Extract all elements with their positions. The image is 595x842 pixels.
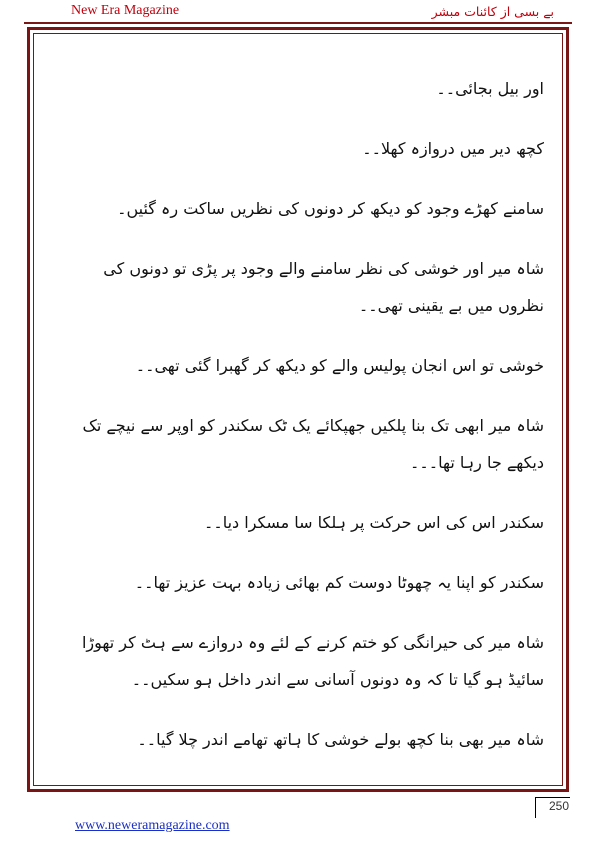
page-number-box [535,797,570,818]
magazine-name: New Era Magazine [71,3,180,18]
paragraph: خوشی تو اس انجان پولیس والے کو دیکھ کر گھبرا گئی تھی۔۔ [135,356,544,375]
paragraph: کچھ دیر میں دروازہ کھلا۔۔ [362,139,544,158]
paragraph: شاہ میر بھی بنا کچھ بولے خوشی کا ہاتھ تھامے اندر چلا گیا۔۔ [137,730,544,749]
paragraph: اور بیل بجائی۔۔ [436,79,544,98]
paragraph: سکندر کو اپنا یہ چھوٹا دوست کم بھائی زیادہ بہت عزیز تھا۔۔ [134,573,544,592]
novel-title: بے بسی از کائنات مبشر [431,4,554,19]
paragraph: سامنے کھڑے وجود کو دیکھ کر دونوں کی نظریں ساکت رہ گئیں۔ [117,199,544,218]
paragraph: شاہ میر کی حیرانگی کو ختم کرنے کے لئے وہ دروازے سے ہٹ کر تھوڑا سائیڈ ہو گیا تا کہ وہ دونوں آسانی سے اندر داخل ہو سکیں۔۔ [81,633,544,689]
paragraph: شاہ میر ابھی تک بنا پلکیں جھپکائے یک ٹک سکندر کو اوپر سے نیچے تک دیکھے جا رہا تھا۔۔۔ [82,416,544,472]
story-text [60,70,544,781]
paragraph: سکندر اس کی اس حرکت پر ہلکا سا مسکرا دیا۔۔ [203,513,544,532]
header-rule [24,22,572,24]
page-number: 250 [548,799,569,813]
website-link[interactable]: www.neweramagazine.com [75,818,230,833]
paragraph: شاہ میر اور خوشی کی نظر سامنے والے وجود پر پڑی تو دونوں کی نظروں میں بے یقینی تھی۔۔ [103,259,544,315]
